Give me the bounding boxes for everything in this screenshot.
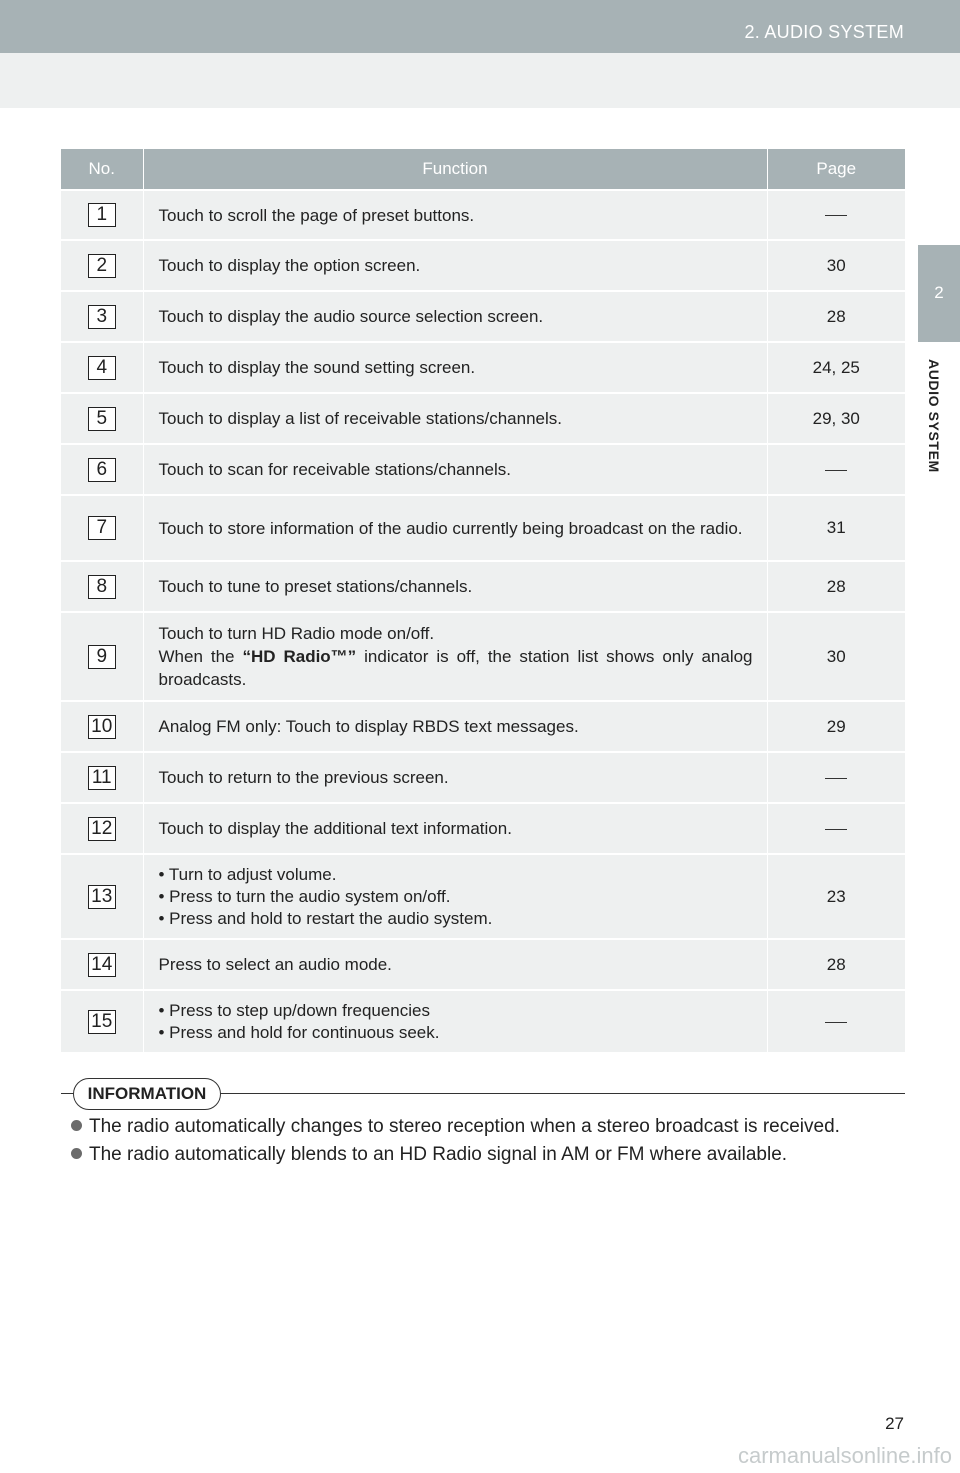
page-ref <box>767 752 905 803</box>
page-ref <box>767 190 905 240</box>
function-bullet: • Turn to adjust volume. <box>158 864 337 884</box>
function-text <box>143 854 767 939</box>
bullet-dot-icon <box>71 1148 82 1159</box>
table-row <box>61 561 905 612</box>
function-text: Touch to display the option screen. <box>143 240 767 291</box>
item-number: 13 <box>88 885 116 909</box>
item-number: 8 <box>88 575 116 599</box>
bullet-dot-icon <box>71 1120 82 1131</box>
table-row <box>61 854 905 939</box>
function-text: Touch to store information of the audio currently being broadcast on the radio. <box>143 495 767 561</box>
header-strip <box>0 53 960 108</box>
page-ref: 31 <box>767 495 905 561</box>
table-row <box>61 939 905 990</box>
page-ref <box>767 444 905 495</box>
item-number: 7 <box>88 516 116 540</box>
page-ref: 24, 25 <box>767 342 905 393</box>
function-text: Analog FM only: Touch to display RBDS text messages. <box>143 701 767 752</box>
item-number: 9 <box>88 645 116 669</box>
chapter-tab-number: 2 <box>934 283 944 302</box>
item-number: 6 <box>88 458 116 482</box>
page-ref: 29, 30 <box>767 393 905 444</box>
information-note <box>71 1144 787 1166</box>
page-ref: 28 <box>767 939 905 990</box>
function-text: Touch to tune to preset stations/channels. <box>143 561 767 612</box>
function-line <box>159 645 753 691</box>
page-ref: 28 <box>767 291 905 342</box>
page-ref: 28 <box>767 561 905 612</box>
function-text: Press to select an audio mode. <box>143 939 767 990</box>
function-text: Touch to display a list of receivable stations/channels. <box>143 393 767 444</box>
item-number: 2 <box>88 254 116 278</box>
function-bullet: • Press and hold for continuous seek. <box>158 1022 440 1042</box>
item-number: 14 <box>88 953 116 977</box>
function-text: Touch to display the additional text information. <box>143 803 767 854</box>
page-ref: 30 <box>767 612 905 701</box>
page-ref: 29 <box>767 701 905 752</box>
table-row <box>61 240 905 291</box>
no-page-dash <box>825 470 847 471</box>
no-page-dash <box>825 1022 847 1023</box>
function-table <box>61 149 905 1052</box>
table-row <box>61 752 905 803</box>
table-row <box>61 803 905 854</box>
page-ref <box>767 803 905 854</box>
function-text: Touch to scan for receivable stations/channels. <box>143 444 767 495</box>
function-text: Touch to display the audio source selection screen. <box>143 291 767 342</box>
function-text: Touch to return to the previous screen. <box>143 752 767 803</box>
column-header-function: Function <box>143 149 767 190</box>
page-ref <box>767 990 905 1052</box>
watermark: carmanualsonline.info <box>737 1443 952 1468</box>
item-number: 10 <box>88 715 116 739</box>
item-number: 5 <box>88 407 116 431</box>
chapter-label <box>918 345 960 515</box>
table-row <box>61 495 905 561</box>
table-row <box>61 990 905 1052</box>
function-text <box>143 612 767 701</box>
section-title: 2. AUDIO SYSTEM <box>744 22 904 42</box>
function-text-post: indicator is off, the station list shows only analog broadcasts. <box>158 647 753 689</box>
item-number: 4 <box>88 356 116 380</box>
function-text-pre: When the <box>158 647 243 666</box>
table-row <box>61 393 905 444</box>
item-number: 15 <box>88 1010 116 1034</box>
column-header-page: Page <box>767 149 905 190</box>
table-row <box>61 342 905 393</box>
page-number: 27 <box>885 1414 904 1433</box>
function-bullet: • Press and hold to restart the audio system. <box>158 908 493 928</box>
information-badge: INFORMATION <box>73 1078 221 1110</box>
item-number: 12 <box>88 817 116 841</box>
information-note-text: The radio automatically blends to an HD Radio signal in AM or FM where available. <box>89 1144 788 1165</box>
item-number: 1 <box>88 203 116 227</box>
page-ref: 30 <box>767 240 905 291</box>
information-note <box>71 1116 840 1138</box>
item-number: 3 <box>88 305 116 329</box>
page-ref: 23 <box>767 854 905 939</box>
chapter-tab[interactable] <box>918 245 960 342</box>
table-row <box>61 612 905 701</box>
column-header-no: No. <box>61 149 143 190</box>
function-text <box>143 990 767 1052</box>
no-page-dash <box>825 778 847 779</box>
no-page-dash <box>825 215 847 216</box>
function-bullet: • Press to turn the audio system on/off. <box>158 886 451 906</box>
hd-radio-indicator-label: “HD Radio™” <box>242 647 357 666</box>
table-header-row <box>61 149 905 190</box>
table-row <box>61 701 905 752</box>
function-text: Touch to display the sound setting screen. <box>143 342 767 393</box>
table-row <box>61 444 905 495</box>
function-text: Touch to scroll the page of preset buttons. <box>143 190 767 240</box>
function-bullet: • Press to step up/down frequencies <box>158 1000 430 1020</box>
item-number: 11 <box>88 766 116 790</box>
table-row <box>61 190 905 240</box>
no-page-dash <box>825 829 847 830</box>
chapter-label-text: AUDIO SYSTEM <box>926 359 942 473</box>
information-note-text: The radio automatically changes to stereo reception when a stereo broadcast is received. <box>89 1116 840 1137</box>
function-line: Touch to turn HD Radio mode on/off. <box>158 624 435 643</box>
table-row <box>61 291 905 342</box>
